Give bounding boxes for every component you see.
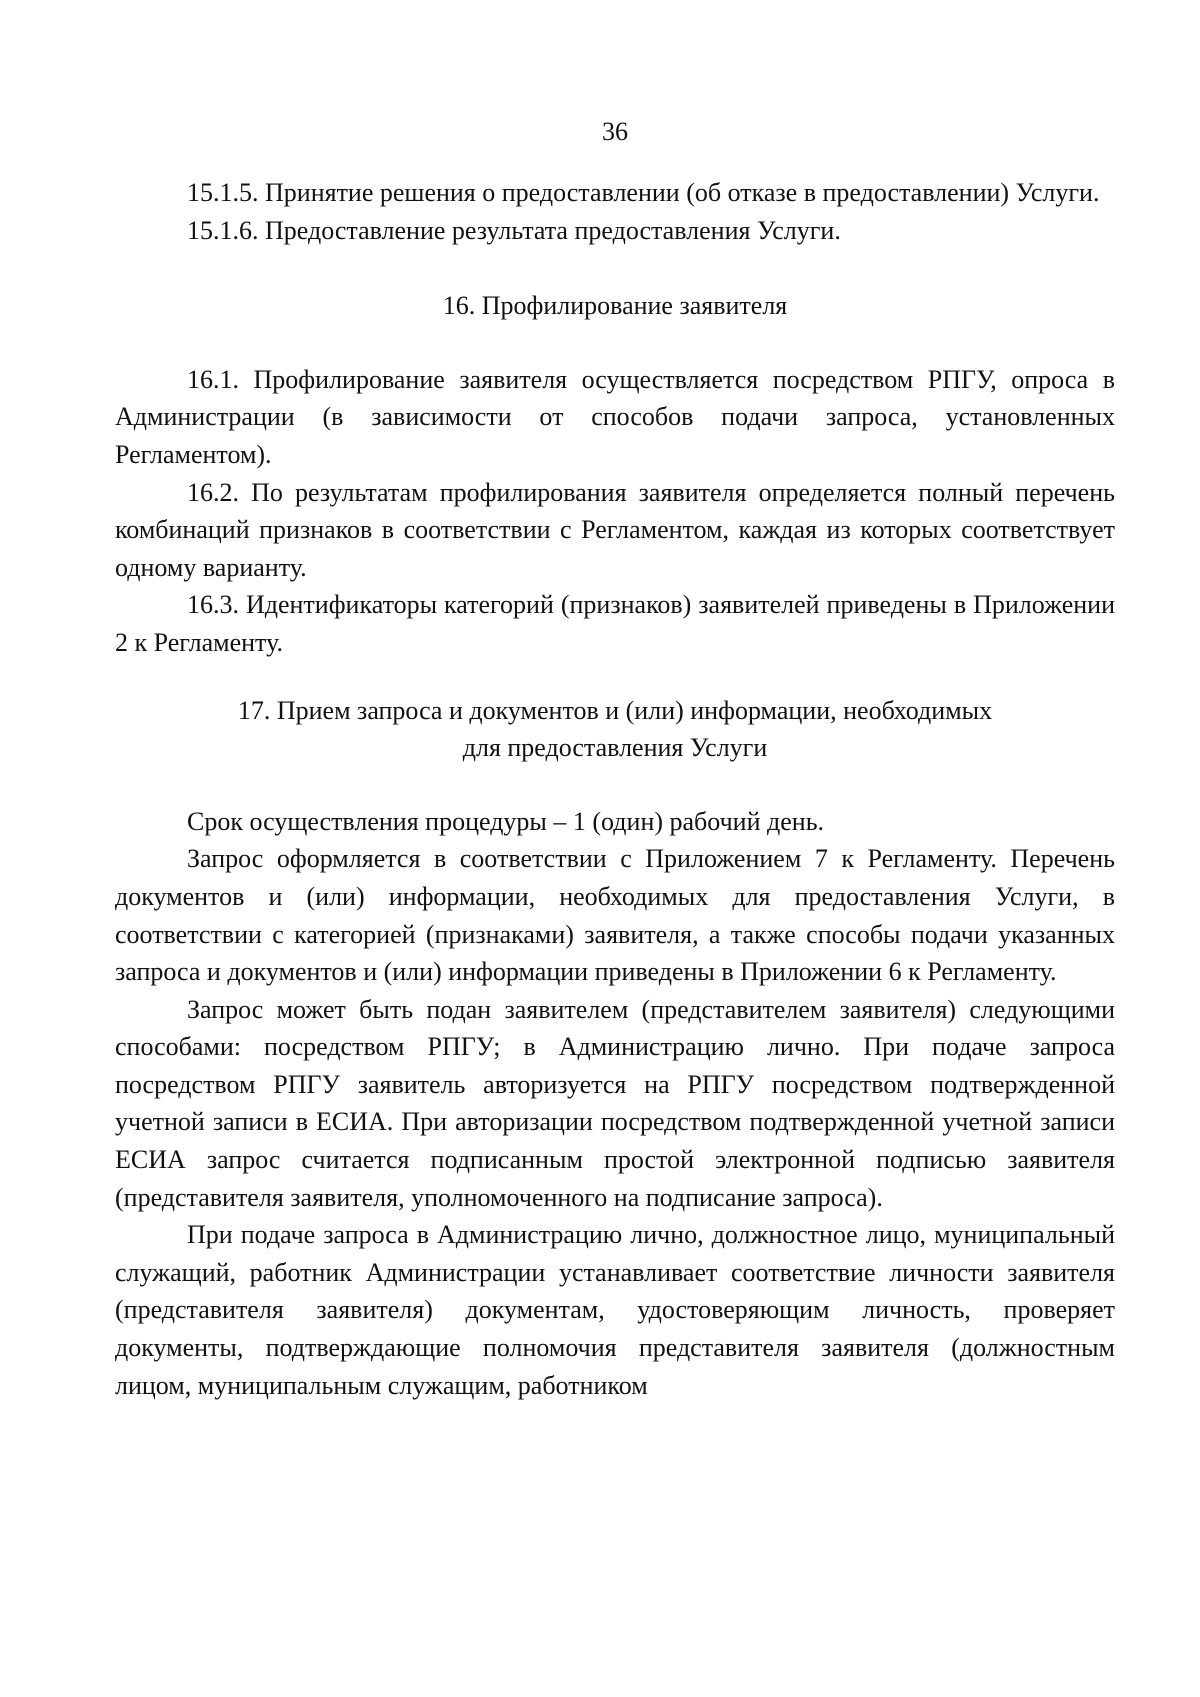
paragraph-request-submission-methods: Запрос может быть подан заявителем (представителем заявителя) следующими способами: посредством РПГУ; в Администрацию лично. При подаче запроса посредством РПГУ заявитель авторизуется на РПГУ посредством подтвержденной учетной записи в ЕСИА. При авторизации посредством подтвержденной учетной записи ЕСИА запрос считается подписанным простой электронной подписью заявителя (представителя заявителя, уполномоченного на подписание запроса). xyxy=(115,994,1115,1212)
spacer xyxy=(115,767,1115,803)
spacer xyxy=(115,325,1115,361)
spacer xyxy=(115,662,1115,692)
section-heading-17-line-1: 17. Прием запроса и документов и (или) информации, необходимых xyxy=(237,695,993,725)
section-heading-17-line-2: для предоставления Услуги xyxy=(462,733,768,763)
paragraph-16-2: 16.2. По результатам профилирования заявителя определяется полный перечень комбинаций признаков в соответствии с Регламентом, каждая из которых соответствует одному варианту. xyxy=(115,477,1115,582)
paragraph-16-1: 16.1. Профилирование заявителя осуществляется посредством РПГУ, опроса в Администрации (в зависимости от способов подачи запроса, установленных Регламентом). xyxy=(115,364,1115,469)
paragraph-16-3: 16.3. Идентификаторы категорий (признаков) заявителей приведены в Приложении 2 к Регламенту. xyxy=(115,590,1115,657)
document-body xyxy=(115,174,1115,1404)
paragraph-in-person-submission: При подаче запроса в Администрацию лично, должностное лицо, муниципальный служащий, работник Администрации устанавливает соответствие личности заявителя (представителя заявителя) документам, удостоверяющим личность, проверяет документы, подтверждающие полномочия представителя заявителя (должностным лицом, муниципальным служащим, работником xyxy=(115,1220,1115,1400)
paragraph-request-form: Запрос оформляется в соответствии с Приложением 7 к Регламенту. Перечень документов и (или) информации, необходимых для предоставления Услуги, в соответствии с категорией (признаками) заявителя, а также способы подачи указанных запроса и документов и (или) информации приведены в Приложении 6 к Регламенту. xyxy=(115,844,1115,987)
paragraph-15-1-5: 15.1.5. Принятие решения о предоставлении (об отказе в предоставлении) Услуги. xyxy=(187,178,1100,207)
page-number: 36 xyxy=(602,117,628,146)
section-heading-16: 16. Профилирование заявителя xyxy=(442,291,788,321)
paragraph-procedure-term: Срок осуществления процедуры – 1 (один) рабочий день. xyxy=(187,806,825,836)
spacer xyxy=(115,249,1115,287)
paragraph-15-1-6: 15.1.6. Предоставление результата предоставления Услуги. xyxy=(187,215,841,245)
